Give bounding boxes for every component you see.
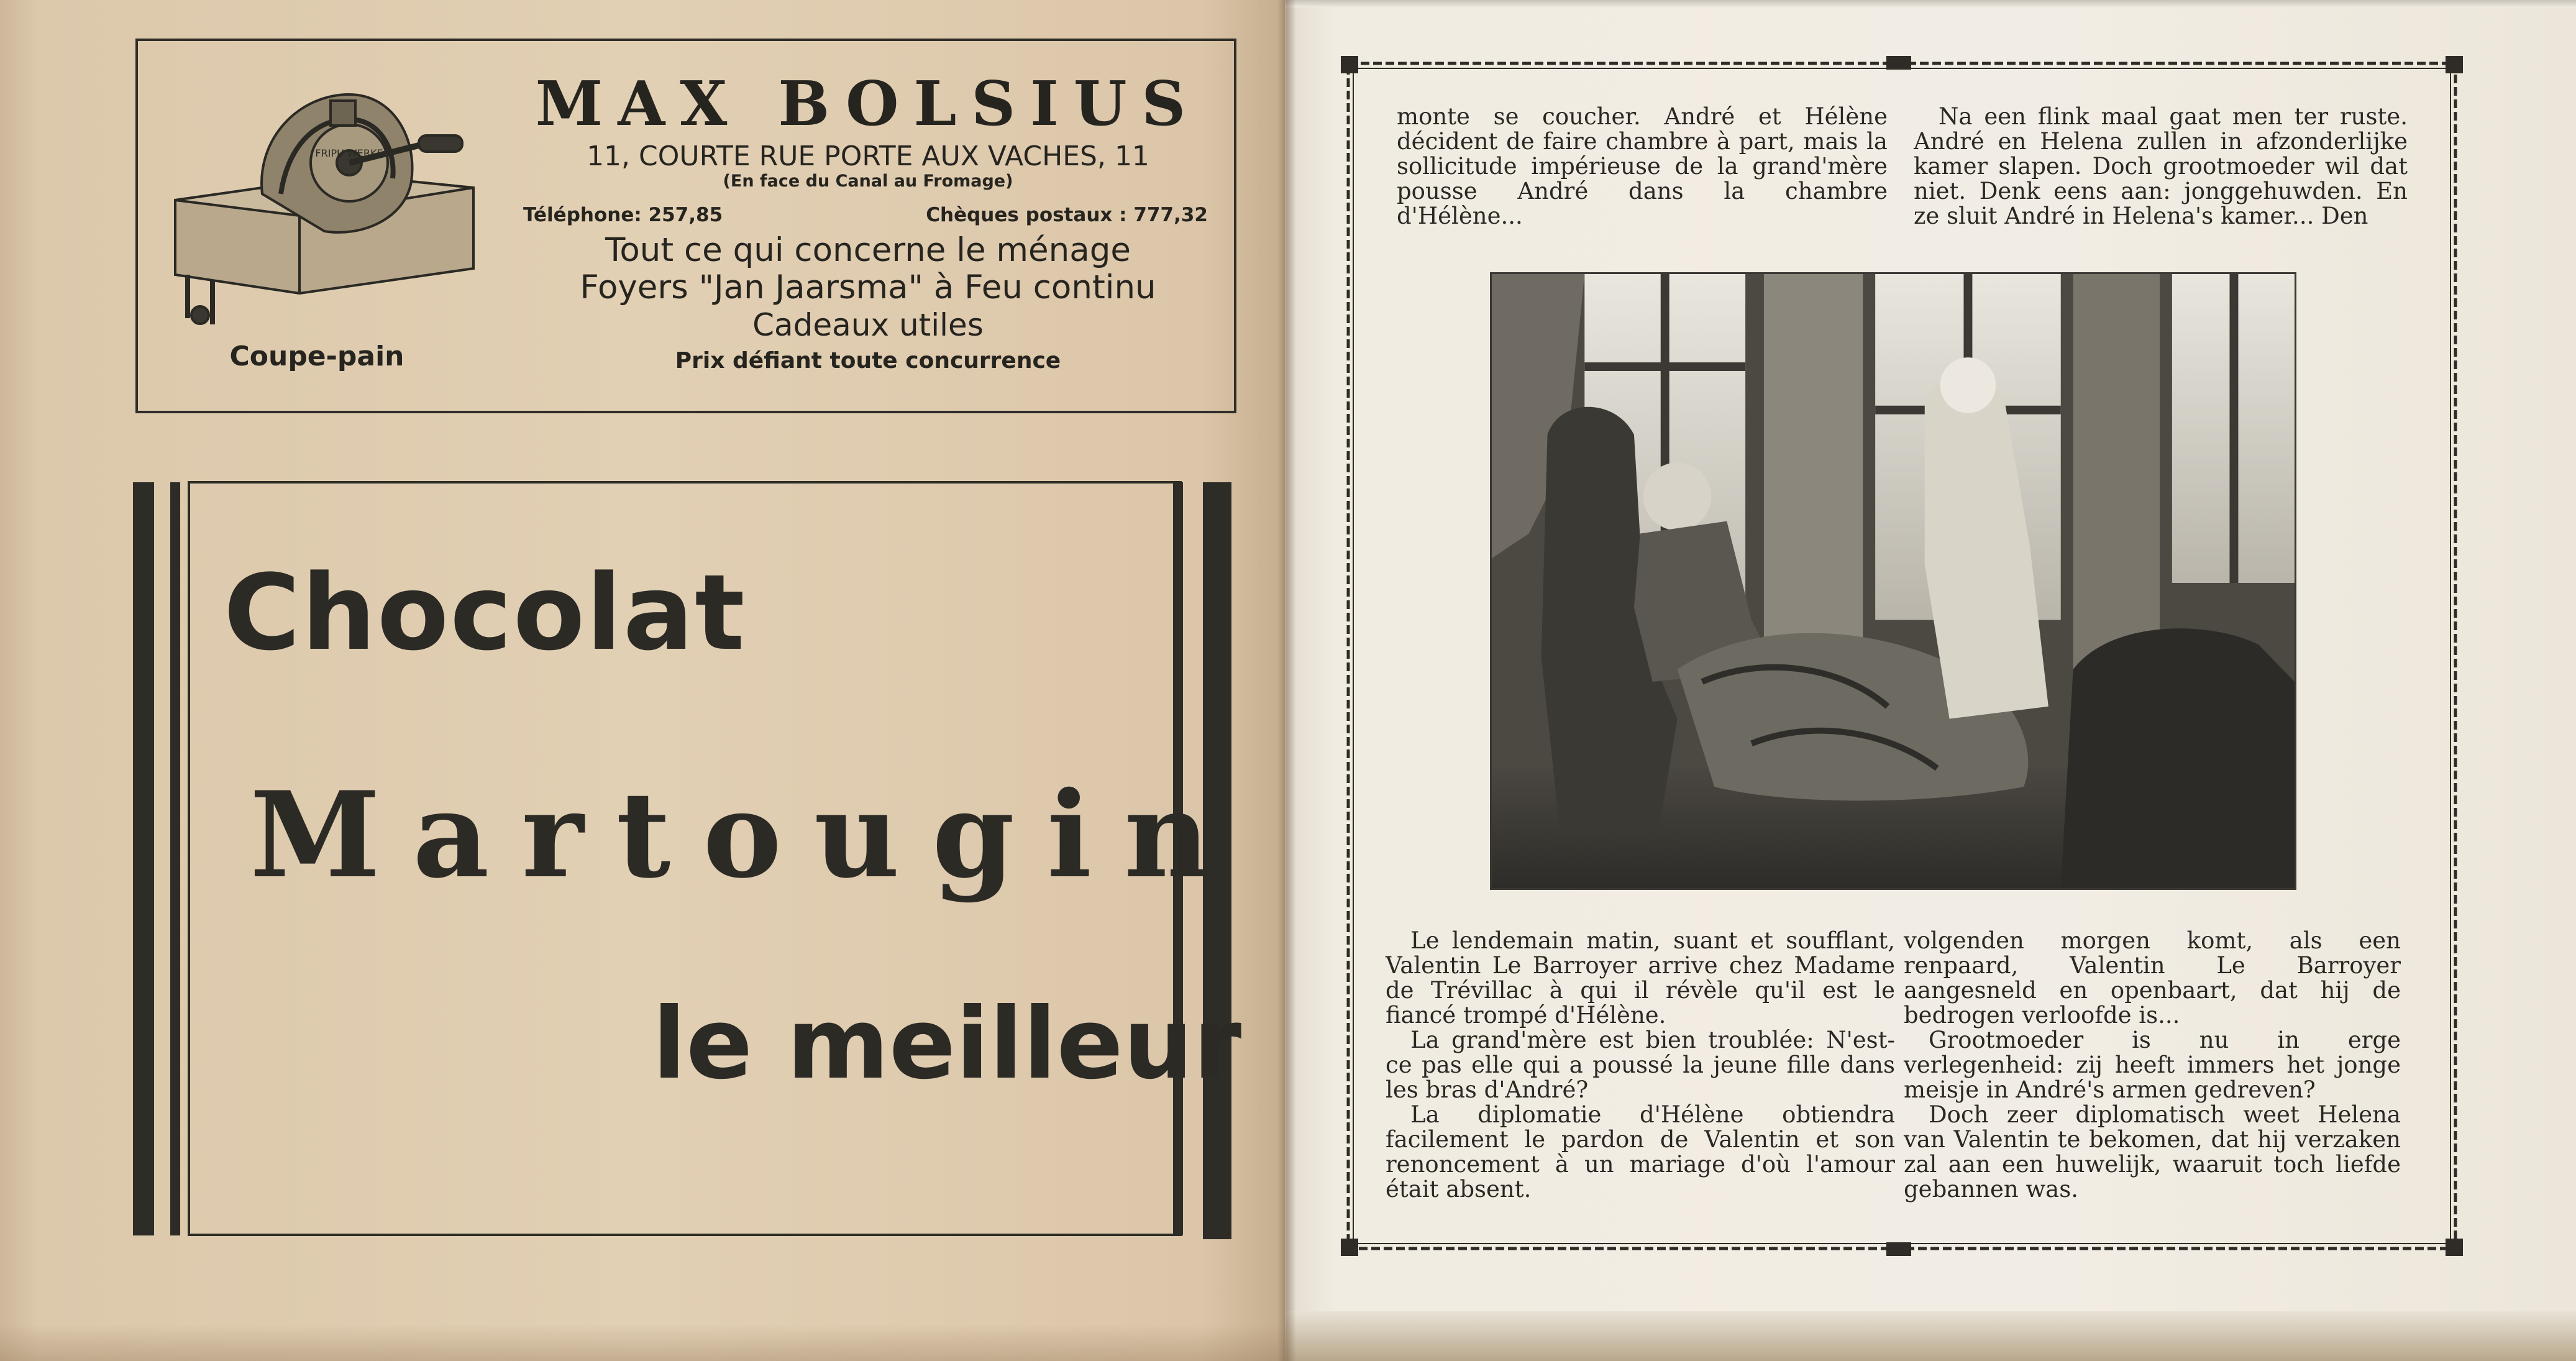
paragraph: volgenden morgen komt, als een renpaard, Valentin Le Barroyer aangesneld en openbaart, dat hij de bedrogen verloofde is... bbox=[1904, 927, 2401, 1029]
paragraph: Doch zeer diplomatisch weet Helena van Valentin te bekomen, dat hij verzaken zal aan een huwelijk, waaruit toch liefde gebannen was. bbox=[1904, 1101, 2401, 1203]
ad-border-bar bbox=[170, 482, 180, 1235]
french-text-top bbox=[1397, 104, 1888, 229]
page-shadow bbox=[0, 1324, 1291, 1361]
bolsius-advertisement bbox=[135, 39, 1236, 413]
film-still-photo bbox=[1490, 272, 2296, 890]
shop-telephone: Téléphone: 257,85 bbox=[523, 204, 723, 226]
paragraph: La grand'mère est bien troublée: N'est-ce pas elle qui a poussé la jeune fille dans les bras d'André? bbox=[1386, 1027, 1895, 1103]
dutch-text-bottom bbox=[1904, 928, 2401, 1202]
ad-line-prices: Prix défiant toute concurrence bbox=[675, 348, 1061, 373]
product-label: Coupe-pain bbox=[229, 341, 404, 372]
ad-line-stoves: Foyers "Jan Jaarsma" à Feu continu bbox=[580, 268, 1156, 306]
machine-brand: FRIPU WERKE bbox=[315, 147, 383, 159]
ad-line-household: Tout ce qui concerne le ménage bbox=[605, 231, 1131, 269]
page-top-edge bbox=[1285, 0, 2576, 7]
chocolat-heading: Chocolat bbox=[224, 552, 746, 674]
brand-name: Martougin bbox=[250, 766, 1243, 904]
shop-address: 11, COURTE RUE PORTE AUX VACHES, 11 bbox=[587, 140, 1149, 172]
book-gutter bbox=[1277, 0, 1296, 1361]
photo-scene bbox=[1492, 274, 2295, 888]
paragraph: Na een flink maal gaat men ter ruste. André en Helena zullen in afzonderlijke kamer slapen. Doch grootmoeder wil dat niet. Denk eens aan: jonggehuwden. En ze sluit André in Helena's kamer... Den bbox=[1914, 103, 2408, 229]
paragraph: monte se coucher. André et Hélène décident de faire chambre à part, mais la sollicitude impérieuse de la grand'mère pousse André dans la chambre d'Hélène... bbox=[1397, 103, 1888, 229]
bread-slicer-illustration bbox=[163, 70, 486, 337]
slogan: le meilleur bbox=[652, 987, 1242, 1101]
page-bottom-edge bbox=[1285, 1311, 2576, 1361]
shop-name: MAX BOLSIUS bbox=[535, 68, 1201, 140]
shop-location: (En face du Canal au Fromage) bbox=[723, 172, 1013, 191]
paragraph: Grootmoeder is nu in erge verlegenheid: zij heeft immers het jonge meisje in André's armen gedreven? bbox=[1904, 1027, 2401, 1103]
ad-line-gifts: Cadeaux utiles bbox=[752, 307, 984, 343]
dutch-text-top bbox=[1914, 104, 2408, 229]
shop-cheques: Chèques postaux : 777,32 bbox=[926, 204, 1208, 226]
paragraph: Le lendemain matin, suant et soufflant, Valentin Le Barroyer arrive chez Madame de Trévillac à qui il révèle qu'il est le fiancé trompé d'Hélène. bbox=[1386, 927, 1895, 1029]
ad-border-bar bbox=[133, 482, 154, 1235]
french-text-bottom bbox=[1386, 928, 1895, 1202]
paragraph: La diplomatie d'Hélène obtiendra facilement le pardon de Valentin et son renoncement à un mariage d'où l'amour était absent. bbox=[1386, 1101, 1895, 1203]
